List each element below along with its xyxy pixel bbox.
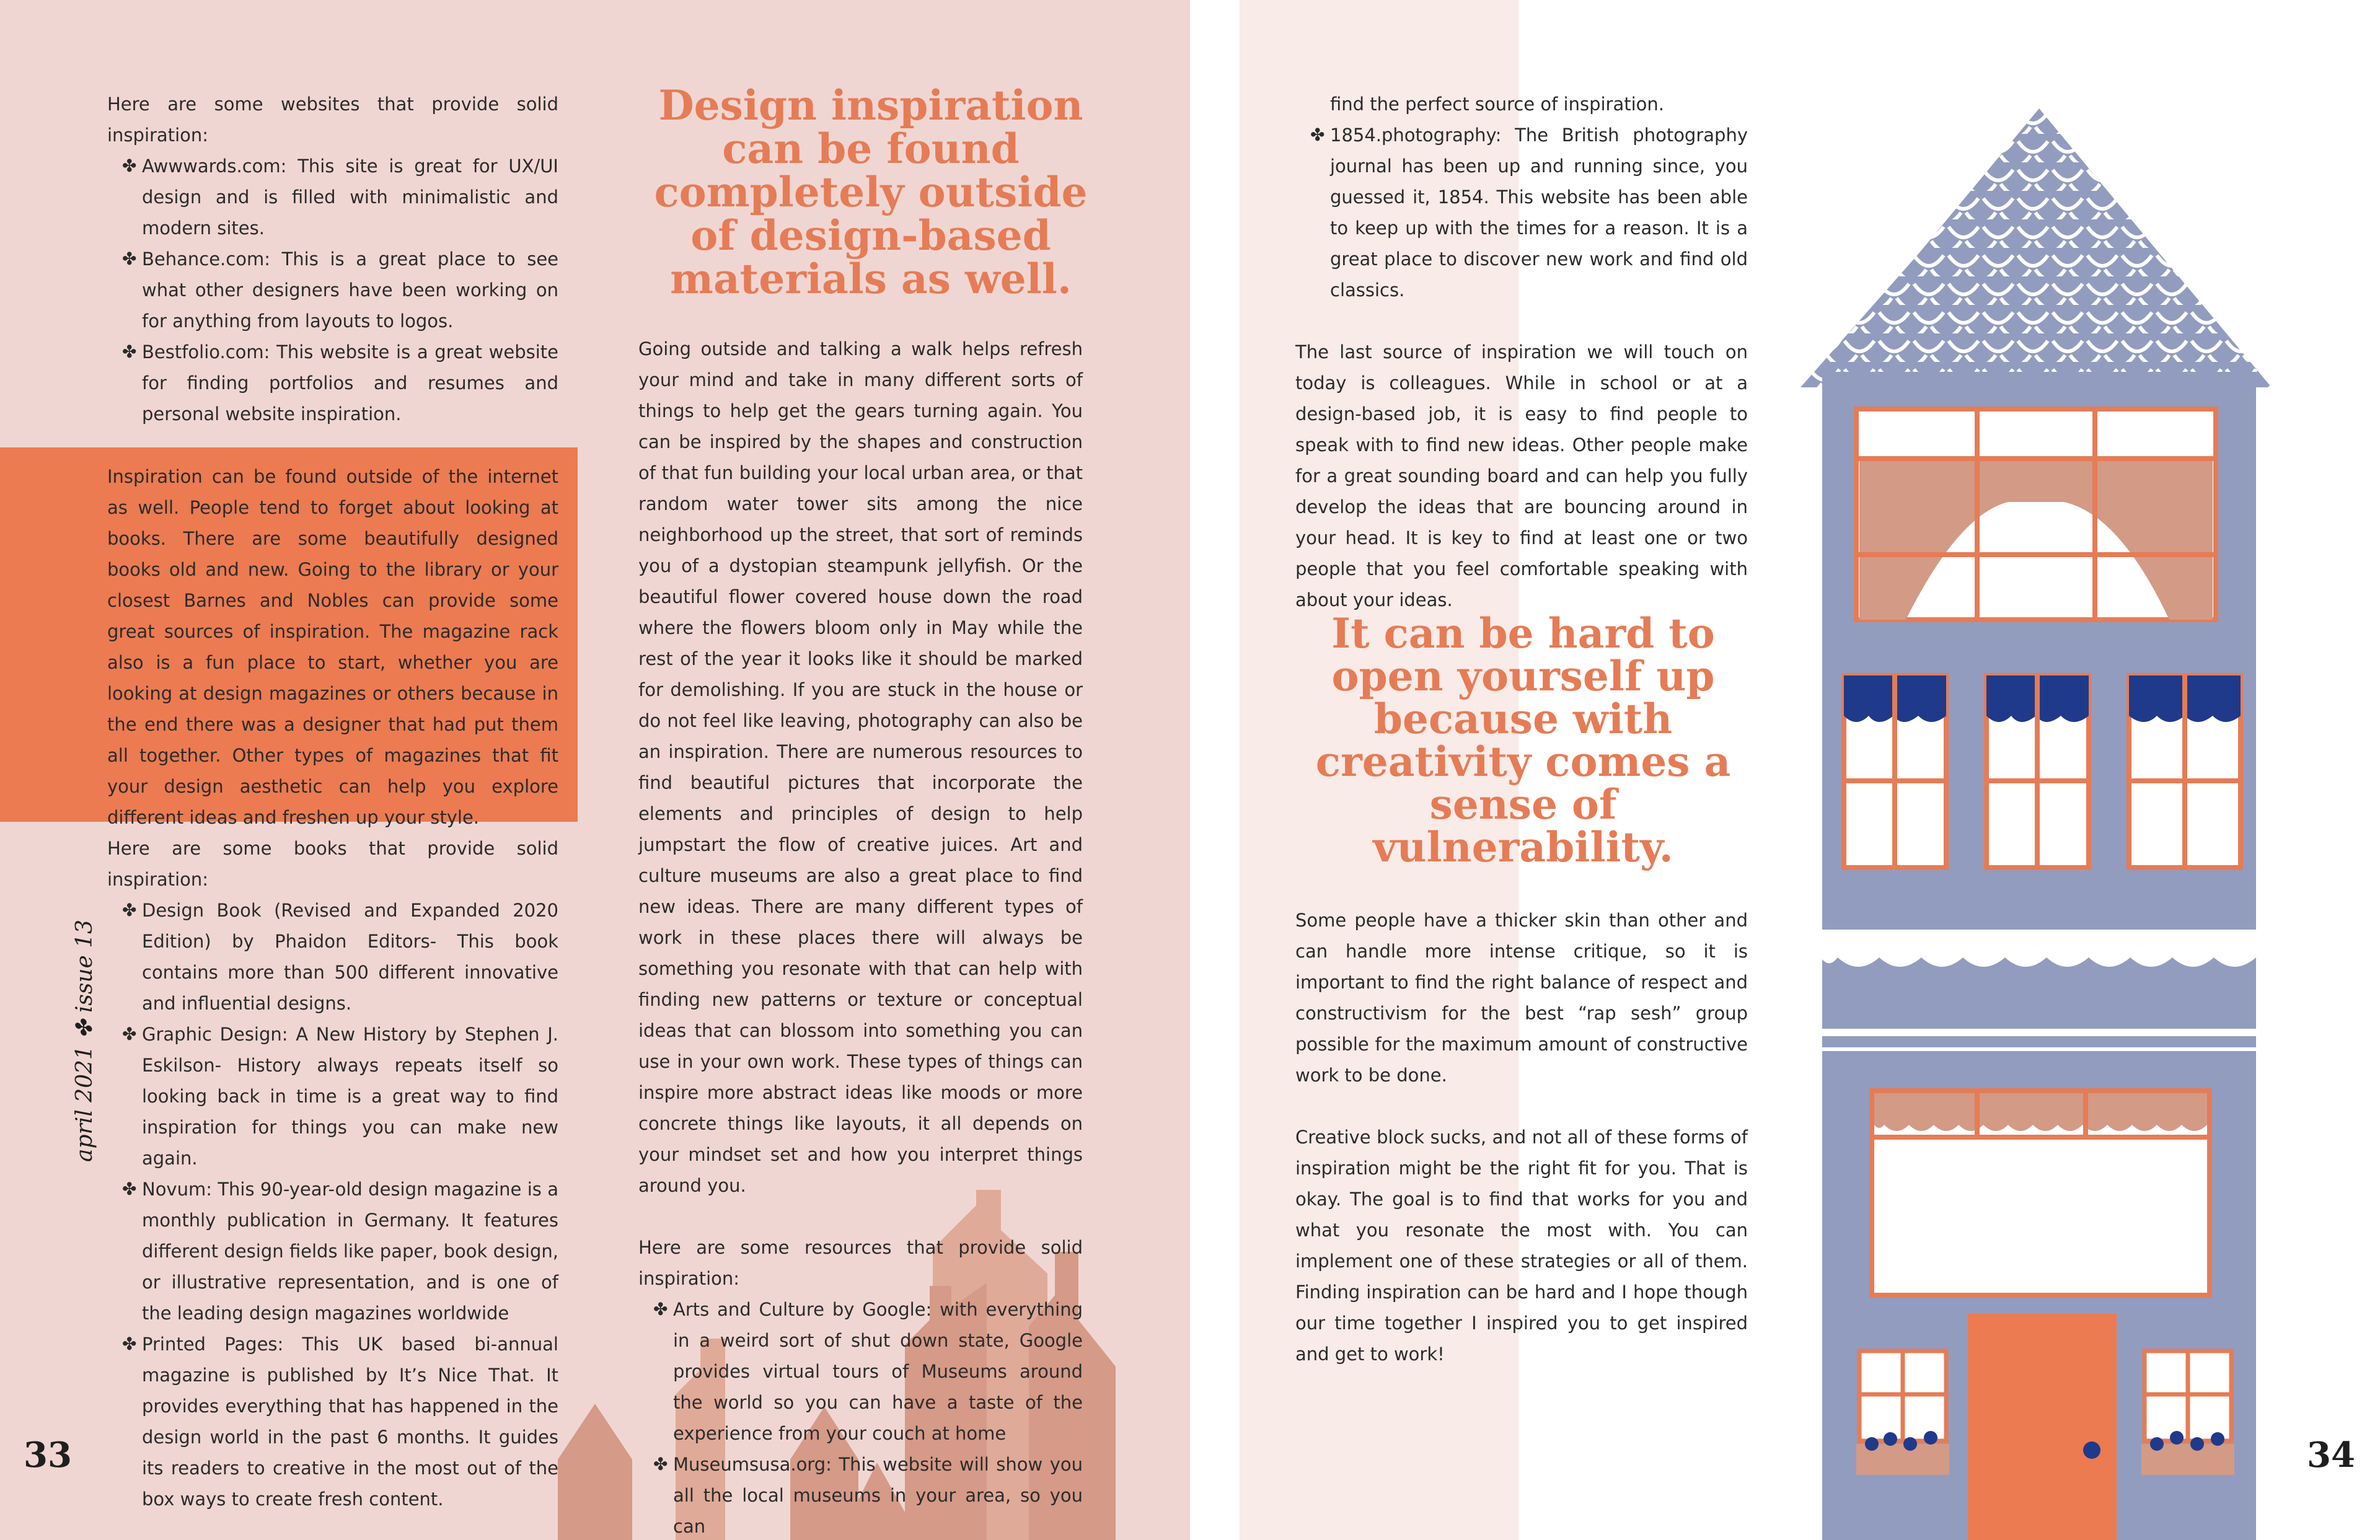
list-item: ✤ Behance.com: This is a great place to see what other designers have been working on for anything from layouts to logos. [107,244,558,337]
list-item: ✤ Awwwards.com: This site is great for UX/UI design and is filled with minimalistic and modern sites. [107,151,558,244]
window-top [1856,409,2216,620]
websites-list [107,151,558,429]
door-knob [2083,1441,2100,1459]
house-illustration [1773,105,2306,1540]
house-roof [1800,108,2272,387]
resources-list [638,1294,1083,1540]
window-lower [1872,1091,2210,1295]
gutter [1190,0,1240,1540]
right-text-column-lower [1295,905,1748,1370]
front-door [1968,1314,2117,1540]
resources-intro: Here are some resources that provide solid inspiration: [638,1237,1083,1289]
highlight-text [107,461,558,833]
list-item: ✤ Novum: This 90-year-old design magazine is a monthly publication in Germany. It features different design fields like paper, book design, or illustrative representation, and is one of the leading design magazines worldwide [107,1174,558,1329]
books-list [107,895,558,1515]
page-number-right: 34 [2307,1435,2355,1476]
colleagues-paragraph: The last source of inspiration we will touch on today is colleagues. While in school or at a design-based job, it is easy to find people to speak with to find new ideas. Other people make for a great sounding board and can help you fully develop the ideas that are bouncing around in your head. It is key to find at least one or two people that you feel comfortable speaking with about your ideas. [1295,341,1748,610]
white-stripe [1822,1029,2256,1036]
navy-awnings [1844,675,2241,722]
list-item: ✤ Arts and Culture by Google: with everything in a weird sort of shut down state, Google provides virtual tours of Museums around the world so you can have a taste of the experience from your couch at home [638,1294,1083,1449]
list-item: ✤ Design Book (Revised and Expanded 2020 Edition) by Phaidon Editors- This book contains more than 500 different innovative and influential designs. [107,895,558,1019]
books-column [107,833,558,1515]
closing-paragraph: Creative block sucks, and not all of these forms of inspiration might be the right fit for you. That is okay. The goal is to find that works for you and what you resonate the most with. You can implement one of these strategies or all of them. Finding inspiration can be hard and I hope though our time together I inspired you to get inspired and get to work! [1295,1127,1748,1365]
websites-intro: Here are some websites that provide solid inspiration: [107,94,558,146]
building-shape [558,1404,632,1540]
lace-trim [1822,930,2256,967]
list-item: ✤ Bestfolio.com: This website is a great website for finding portfolios and resumes and personal website inspiration. [107,337,558,429]
white-stripe [1822,1047,2256,1051]
list-item: ✤ 1854.photography: The British photography journal has been up and running since, you guessed it, 1854. This website has been able to keep up with the times for a reason. It is a great place to discover new work and find old classics. [1295,120,1748,306]
page-number-left: 33 [24,1435,72,1476]
list-item: ✤ Graphic Design: A New History by Stephen J. Eskilson- History always repeats itself so looking back in time is a great way to find inspiration for things you can make new again. [107,1019,558,1174]
books-intro: Here are some books that provide solid inspiration: [107,838,558,890]
middle-text-column [638,333,1083,1540]
window-row-middle [1844,675,2241,868]
continuation-line: find the perfect source of inspiration. [1330,94,1665,115]
walk-paragraph: Going outside and talking a walk helps refresh your mind and take in many different sorts of things to help get the gears turning again. You can be inspired by the shapes and construction of that fun building your local urban area, or that random water tower sits among the nice neighborhood up the street, that sort of reminds you of a dystopian steampunk jellyfish. Or the beautiful flower covered house down the road where the flowers bloom only in May while the rest of the year it looks like it should be marked for demolishing. If you are stuck in the house or do not feel like leaving, photography can also be an inspiration. There are numerous resources to find beautiful pictures that incorporate the elements and principles of design to help jumpstart the flow of creative juices. Art and culture museums are also a great place to find new ideas. There are many different types of work in these places there will always be something you resonate with that can help with finding new patterns or texture or conceptual ideas that can blossom into something you can use in your own work. These types of things can inspire more abstract ideas like moods or more concrete things like layouts, it all depends on your mindset set and how you interpret things around you. [638,338,1083,1196]
left-text-column [107,89,558,429]
pull-quote-left: Design inspiration can be found completely outside of design-based materials as well. [654,81,1088,303]
issue-label-left: april 2021 ✤ issue 13 [72,919,97,1162]
highlight-paragraph: Inspiration can be found outside of the internet as well. People tend to forget about looking at books. There are some beautifully designed books old and new. Going to the library or your closest Barnes and Nobles can provide some great sources of inspiration. The magazine rack also is a fun place to start, whether you are looking at design magazines or others because in the end there was a designer that had put them all together. Other types of magazines that fit your design aesthetic can help you explore different ideas and freshen up your style. [107,466,558,828]
list-item: ✤ Printed Pages: This UK based bi-annual magazine is published by It’s Nice That. It provides everything that has happened in the design world in the past 6 months. It guides its readers to creative in the most out of the box ways to create fresh content. [107,1329,558,1515]
door-panel [1968,1314,2117,1540]
photo-list [1295,120,1748,306]
right-text-column [1295,89,1748,615]
skin-paragraph: Some people have a thicker skin than other and can handle more intense critique, so it is important to find the right balance of respect and constructivism for the best “rap sesh” group possible for the maximum amount of constructive work to be done. [1295,910,1748,1086]
list-item: ✤ Museumsusa.org: This website will show you all the local museums in your area, so you can [638,1449,1083,1540]
pull-quote-right: It can be hard to open yourself up because with creativity comes a sense of vulnerability. [1315,609,1731,871]
roof-shape [1800,108,2272,387]
